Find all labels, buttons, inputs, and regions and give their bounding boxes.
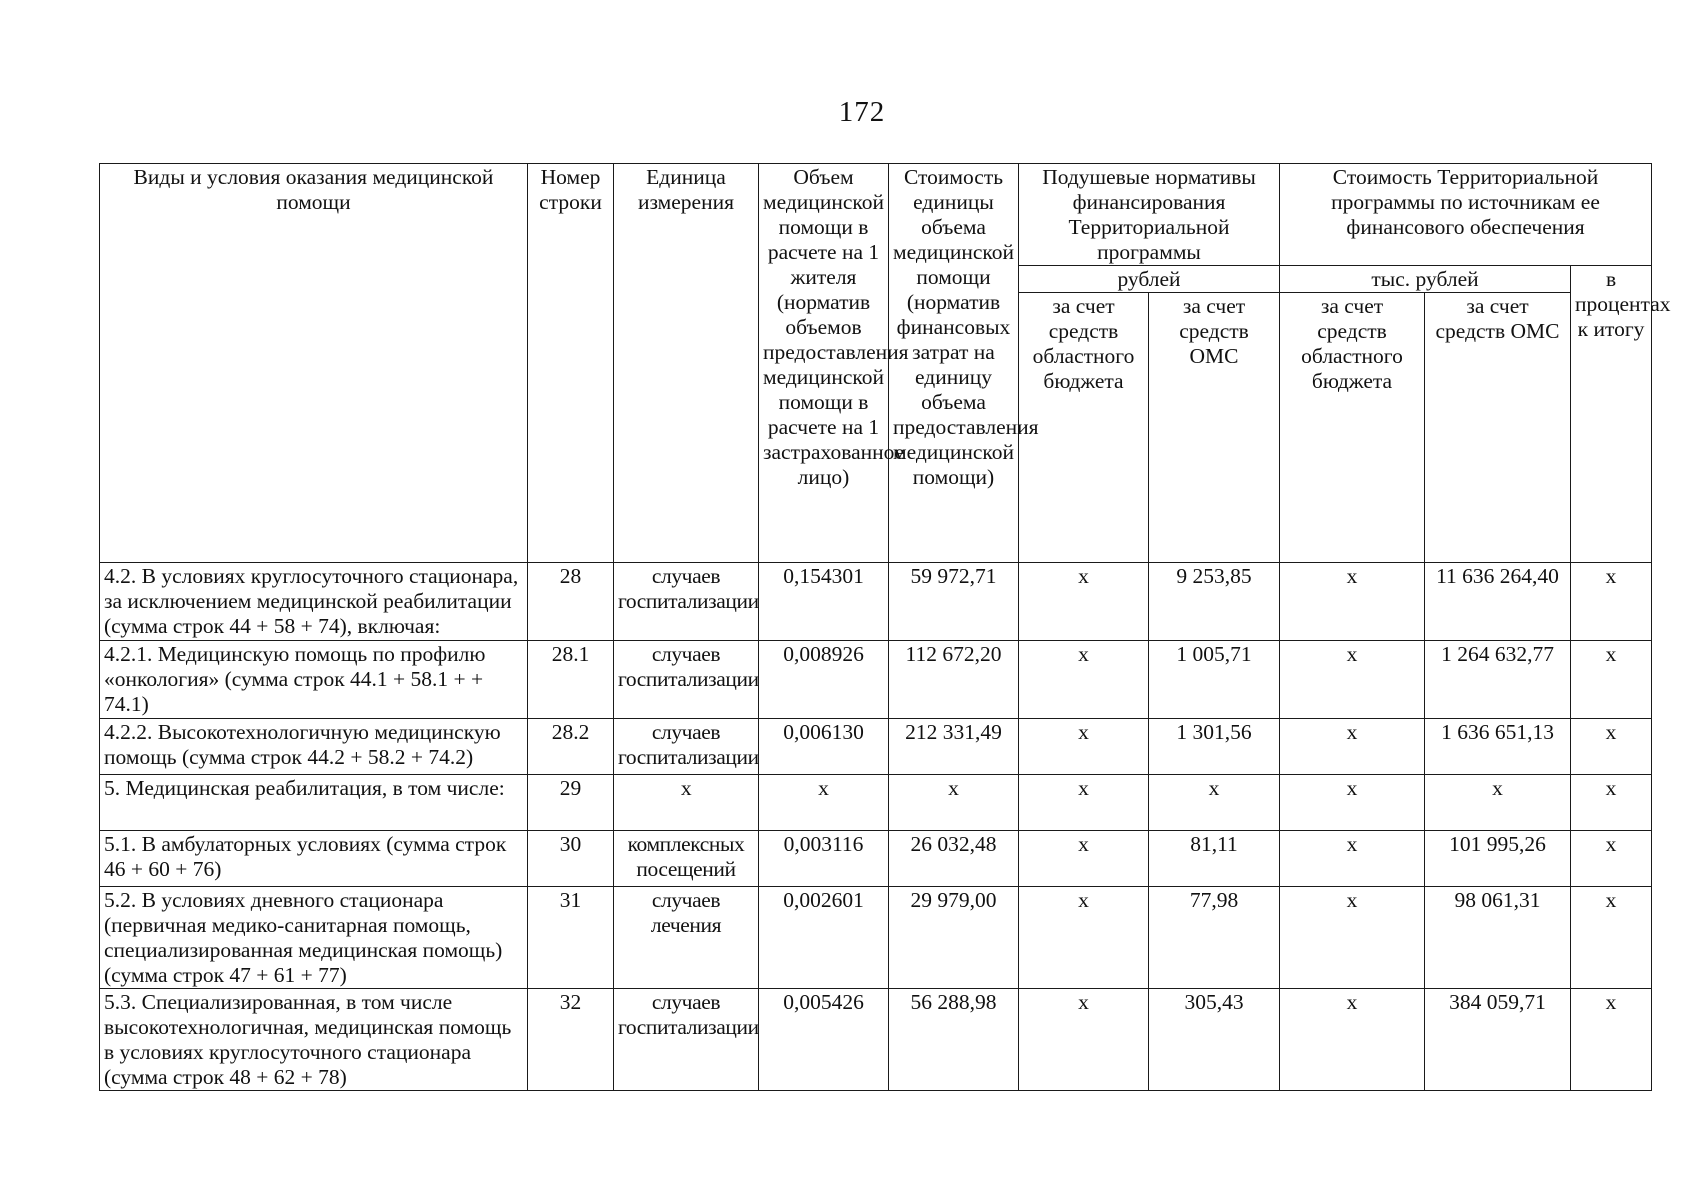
- header-unit-cost: Стоимость единицы объема медицинской помощи (норматив финансовых затрат на единицу объема предоставления медицинской помощи): [889, 164, 1019, 563]
- row-name: 4.2.1. Медицинскую помощь по профилю «онкология» (сумма строк 44.1 + 58.1 + + 74.1): [100, 641, 528, 719]
- row-pct: x: [1571, 775, 1652, 831]
- row-number: 28.2: [528, 719, 614, 775]
- row-pc-oms: x: [1149, 775, 1280, 831]
- row-number: 32: [528, 989, 614, 1091]
- row-pr-oms: 1 264 632,77: [1425, 641, 1571, 719]
- row-pc-budget: x: [1019, 719, 1149, 775]
- row-pr-budget: x: [1280, 563, 1425, 641]
- row-volume: x: [759, 775, 889, 831]
- row-pc-oms: 77,98: [1149, 887, 1280, 989]
- row-pr-oms: x: [1425, 775, 1571, 831]
- financing-table: [99, 163, 1671, 1091]
- header-per-capita: Подушевые нормативы финансирования Территориальной программы: [1019, 164, 1280, 266]
- table-row: [100, 989, 1652, 1091]
- row-pr-budget: x: [1280, 719, 1425, 775]
- row-cost: 112 672,20: [889, 641, 1019, 719]
- header-regional-budget: за счет средств областного бюджета: [1019, 293, 1149, 563]
- row-number: 30: [528, 831, 614, 887]
- row-pct: x: [1571, 887, 1652, 989]
- row-cost: 56 288,98: [889, 989, 1019, 1091]
- table-row: [100, 775, 1652, 831]
- row-pc-budget: x: [1019, 775, 1149, 831]
- row-pc-oms: 305,43: [1149, 989, 1280, 1091]
- row-pct: x: [1571, 831, 1652, 887]
- page-number: 172: [838, 96, 886, 128]
- row-unit: случаев госпитализации: [614, 989, 759, 1091]
- row-unit: x: [614, 775, 759, 831]
- row-volume: 0,002601: [759, 887, 889, 989]
- header-oms-funds: за счет средств ОМС: [1149, 293, 1280, 563]
- row-volume: 0,006130: [759, 719, 889, 775]
- header-program-cost: Стоимость Территориальной программы по источникам ее финансового обеспечения: [1280, 164, 1652, 266]
- row-cost: 212 331,49: [889, 719, 1019, 775]
- header-unit: Единица измерения: [614, 164, 759, 563]
- row-pc-oms: 81,11: [1149, 831, 1280, 887]
- row-cost: 26 032,48: [889, 831, 1019, 887]
- row-unit: случаев лечения: [614, 887, 759, 989]
- row-unit: случаев госпитализации: [614, 641, 759, 719]
- row-pc-budget: x: [1019, 989, 1149, 1091]
- row-pc-budget: x: [1019, 641, 1149, 719]
- row-cost: 59 972,71: [889, 563, 1019, 641]
- row-pct: x: [1571, 641, 1652, 719]
- row-number: 28.1: [528, 641, 614, 719]
- row-pr-budget: x: [1280, 831, 1425, 887]
- row-name: 4.2.2. Высокотехнологичную медицинскую помощь (сумма строк 44.2 + 58.2 + 74.2): [100, 719, 528, 775]
- row-number: 28: [528, 563, 614, 641]
- row-volume: 0,005426: [759, 989, 889, 1091]
- row-pr-oms: 1 636 651,13: [1425, 719, 1571, 775]
- row-unit: случаев госпитализации: [614, 719, 759, 775]
- header-rubles: рублей: [1019, 266, 1280, 293]
- row-pr-oms: 101 995,26: [1425, 831, 1571, 887]
- row-name: 5.1. В амбулаторных условиях (сумма строк 46 + 60 + 76): [100, 831, 528, 887]
- row-name: 5.3. Специализированная, в том числе высокотехнологичная, медицинская помощь в условиях круглосуточного стационара (сумма строк 48 + 62 + 78): [100, 989, 528, 1091]
- row-cost: x: [889, 775, 1019, 831]
- row-pr-oms: 384 059,71: [1425, 989, 1571, 1091]
- header-row-number: Номер строки: [528, 164, 614, 563]
- table-row: [100, 563, 1652, 641]
- table-row: [100, 831, 1652, 887]
- row-pct: x: [1571, 989, 1652, 1091]
- table-row: [100, 641, 1652, 719]
- row-number: 29: [528, 775, 614, 831]
- row-name: 4.2. В условиях круглосуточного стационара, за исключением медицинской реабилитации (сумма строк 44 + 58 + 74), включая:: [100, 563, 528, 641]
- row-unit: случаев госпитализации: [614, 563, 759, 641]
- row-unit: комплексных посещений: [614, 831, 759, 887]
- header-regional-budget-2: за счет средств областного бюджета: [1280, 293, 1425, 563]
- header-thousand-rubles: тыс. рублей: [1280, 266, 1571, 293]
- row-pct: x: [1571, 563, 1652, 641]
- row-pr-budget: x: [1280, 641, 1425, 719]
- header-oms-funds-2: за счет средств ОМС: [1425, 293, 1571, 563]
- row-pr-budget: x: [1280, 887, 1425, 989]
- row-pc-budget: x: [1019, 831, 1149, 887]
- row-pr-budget: x: [1280, 989, 1425, 1091]
- table-row: [100, 719, 1652, 775]
- header-kind: Виды и условия оказания медицинской помощи: [100, 164, 528, 563]
- header-percent-total: в процентах к итогу: [1571, 266, 1652, 563]
- row-pc-oms: 1 301,56: [1149, 719, 1280, 775]
- table-row: [100, 887, 1652, 989]
- row-pr-oms: 98 061,31: [1425, 887, 1571, 989]
- row-number: 31: [528, 887, 614, 989]
- row-pr-oms: 11 636 264,40: [1425, 563, 1571, 641]
- row-name: 5. Медицинская реабилитация, в том числе:: [100, 775, 528, 831]
- row-name: 5.2. В условиях дневного стационара (первичная медико-санитарная помощь, специализированная медицинская помощь) (сумма строк 47 + 61 + 77): [100, 887, 528, 989]
- row-volume: 0,008926: [759, 641, 889, 719]
- row-pct: x: [1571, 719, 1652, 775]
- row-pc-oms: 1 005,71: [1149, 641, 1280, 719]
- row-pr-budget: x: [1280, 775, 1425, 831]
- row-pc-oms: 9 253,85: [1149, 563, 1280, 641]
- row-pc-budget: x: [1019, 563, 1149, 641]
- row-pc-budget: x: [1019, 887, 1149, 989]
- row-volume: 0,154301: [759, 563, 889, 641]
- header-volume: Объем медицинской помощи в расчете на 1 жителя (норматив объемов предоставления медицинской помощи в расчете на 1 застрахованное лицо): [759, 164, 889, 563]
- row-volume: 0,003116: [759, 831, 889, 887]
- row-cost: 29 979,00: [889, 887, 1019, 989]
